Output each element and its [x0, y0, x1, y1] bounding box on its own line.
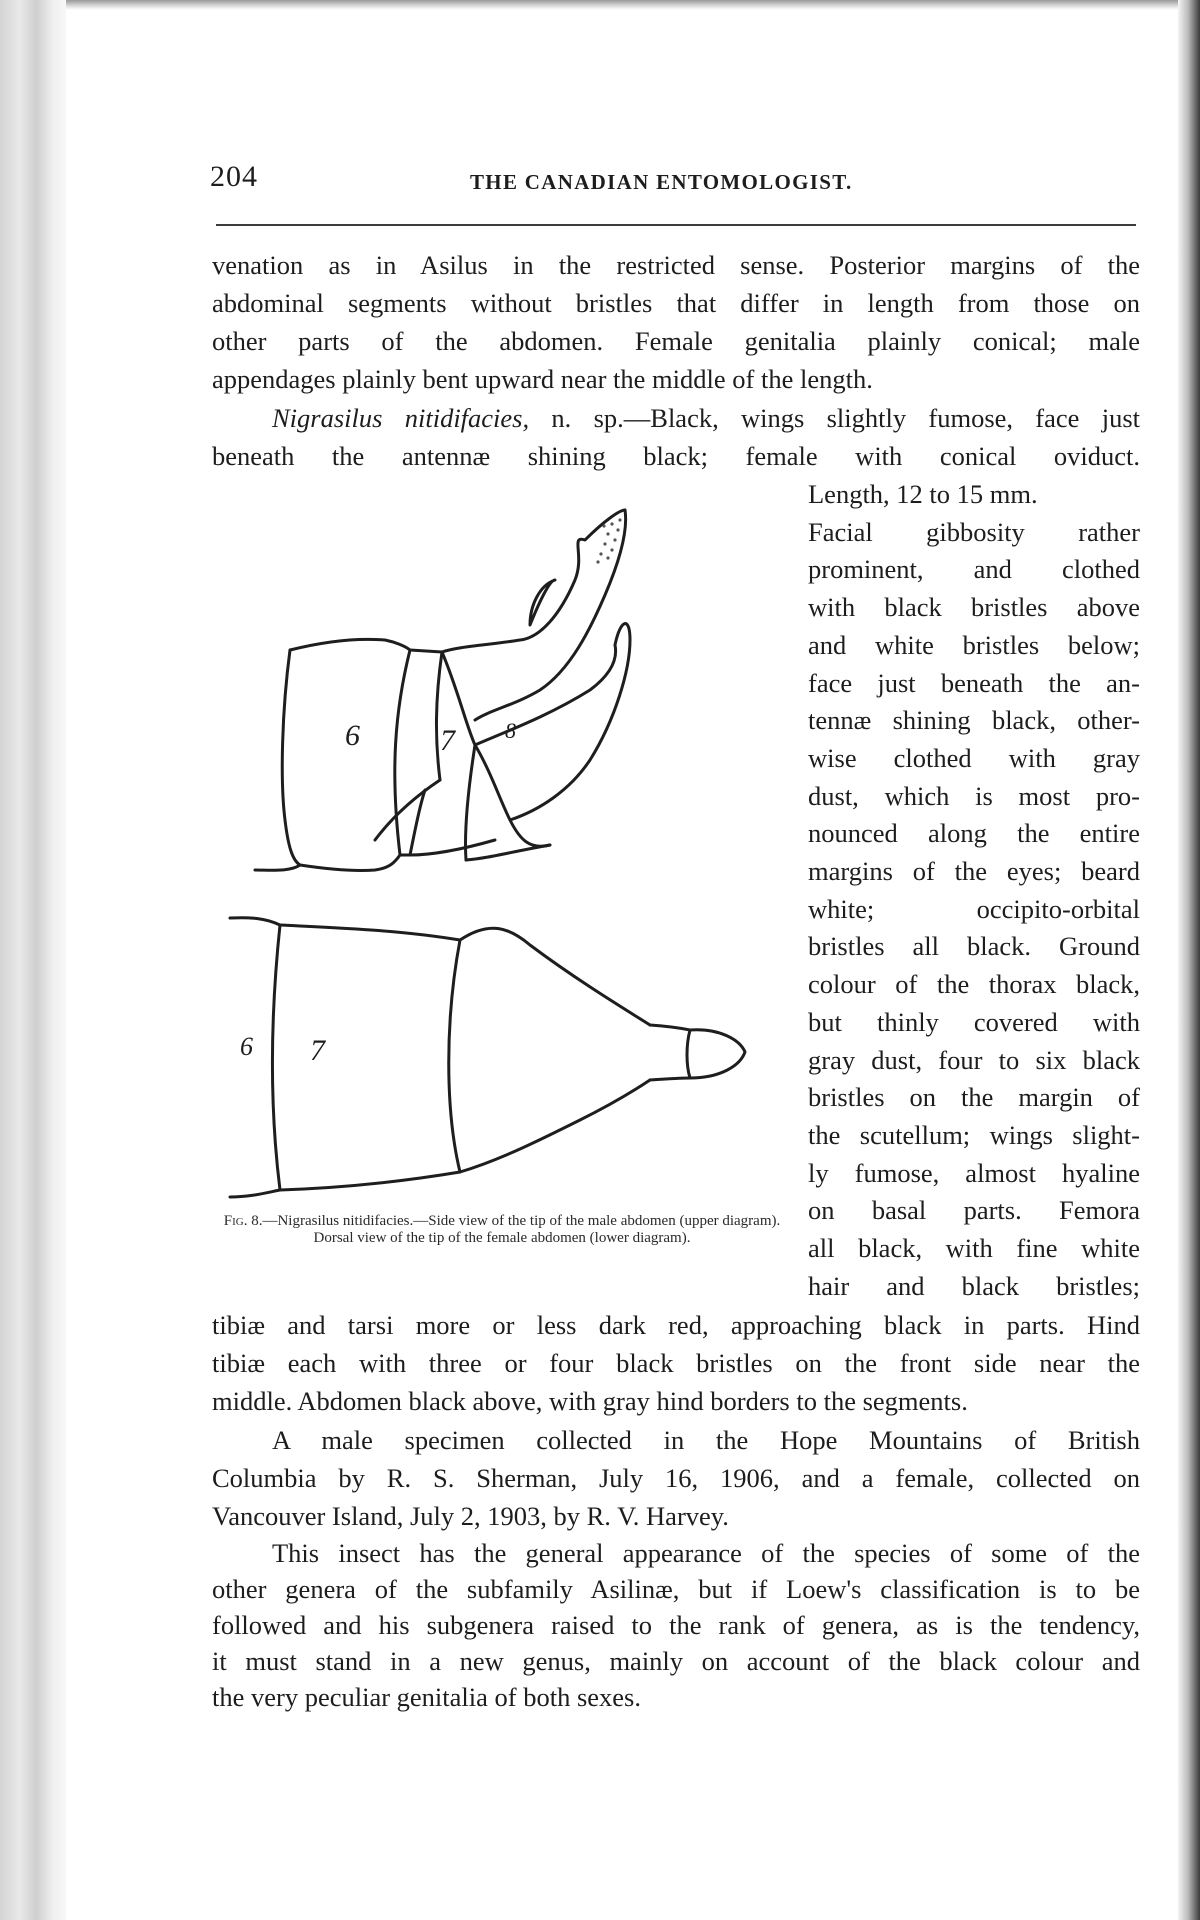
narrow-text-line: hair and black bristles; — [808, 1270, 1140, 1301]
narrow-text-line: margins of the eyes; beard — [808, 856, 1140, 886]
running-head: THE CANADIAN ENTOMOLOGIST. — [470, 170, 853, 194]
segment-label: 7 — [440, 724, 455, 757]
narrow-text-line: tennæ shining black, other- — [808, 705, 1140, 736]
abdomen-diagram — [210, 500, 800, 1200]
narrow-text-line: bristles all black. Ground — [808, 931, 1140, 962]
page-edge-left — [0, 0, 66, 1920]
narrow-text-line: Facial gibbosity rather — [808, 516, 1140, 547]
segment-label: 6 — [240, 1032, 253, 1061]
narrow-text-line: gray dust, four to six black — [808, 1044, 1140, 1075]
text-line: Columbia by R. S. Sherman, July 16, 1906, and a female, collected on — [212, 1463, 1140, 1493]
narrow-text-line: all black, with fine white — [808, 1233, 1140, 1263]
text-line: beneath the antennæ shining black; female with conical oviduct. — [212, 441, 1140, 471]
text-line: other parts of the abdomen. Female genitalia plainly conical; male — [212, 326, 1140, 356]
narrow-text-line: wise clothed with gray — [808, 742, 1140, 773]
segment-label: 6 — [345, 719, 360, 752]
narrow-text-line: Length, 12 to 15 mm. — [808, 479, 1038, 509]
text-line: venation as in Asilus in the restricted sense. Posterior margins of the — [212, 250, 1140, 280]
text-line: appendages plainly bent upward near the middle of the length. — [212, 364, 873, 394]
narrow-text-line: the scutellum; wings slight- — [808, 1119, 1140, 1150]
text-line — [272, 403, 1140, 434]
narrow-text-line: white; occipito-orbital — [808, 893, 1140, 924]
figure-caption — [212, 1213, 792, 1247]
figure-8 — [210, 500, 800, 1200]
text-line: A male specimen collected in the Hope Mountains of British — [272, 1425, 1140, 1455]
caption-text: —Nigrasilus nitidifacies.—Side view of the tip of the male abdomen (upper diagram). Dorsal view of the tip of the female abdomen (lower diagram). — [262, 1213, 781, 1246]
narrow-text-line: on basal parts. Femora — [808, 1195, 1140, 1226]
segment-label: 7 — [310, 1034, 325, 1067]
narrow-text-line: bristles on the margin of — [808, 1082, 1140, 1113]
narrow-text-line: dust, which is most pro- — [808, 780, 1140, 811]
text-line: followed and his subgenera raised to the rank of genera, as is the tendency, — [212, 1610, 1140, 1640]
text-line: This insect has the general appearance of the species of some of the — [272, 1538, 1140, 1568]
narrow-text-line: colour of the thorax black, — [808, 969, 1140, 1000]
page-edge-right — [1178, 0, 1200, 1920]
narrow-text-line: nounced along the entire — [808, 818, 1140, 849]
caption-label: Fig. 8. — [223, 1213, 263, 1229]
text-line: tibiæ each with three or four black bristles on the front side near the — [212, 1348, 1140, 1378]
text-line: middle. Abdomen black above, with gray hind borders to the segments. — [212, 1386, 968, 1416]
text-line: other genera of the subfamily Asilinæ, but if Loew's classification is to be — [212, 1574, 1140, 1604]
lower-diagram-dorsal-view — [230, 918, 745, 1197]
species-line1-rest: n. sp.—Black, wings slightly fumose, face just — [551, 403, 1140, 433]
page-number: 204 — [210, 160, 258, 193]
narrow-text-line: and white bristles below; — [808, 629, 1140, 660]
species-name: Nigrasilus nitidifacies, — [272, 403, 530, 433]
text-line: the very peculiar genitalia of both sexes. — [212, 1682, 641, 1712]
text-line: Vancouver Island, July 2, 1903, by R. V. Harvey. — [212, 1501, 729, 1531]
narrow-text-line: prominent, and clothed — [808, 554, 1140, 585]
page-edge-top — [66, 0, 1178, 10]
narrow-text-line: face just beneath the an- — [808, 667, 1140, 698]
narrow-text-line: with black bristles above — [808, 592, 1140, 623]
text-line: abdominal segments without bristles that differ in length from those on — [212, 288, 1140, 318]
narrow-text-line: but thinly covered with — [808, 1006, 1140, 1037]
text-line: tibiæ and tarsi more or less dark red, approaching black in parts. Hind — [212, 1310, 1140, 1340]
header-rule — [216, 224, 1136, 226]
narrow-text-line: ly fumose, almost hyaline — [808, 1157, 1140, 1188]
text-line: it must stand in a new genus, mainly on account of the black colour and — [212, 1646, 1140, 1676]
upper-diagram-side-view — [255, 510, 630, 871]
segment-label: 8 — [505, 718, 516, 743]
